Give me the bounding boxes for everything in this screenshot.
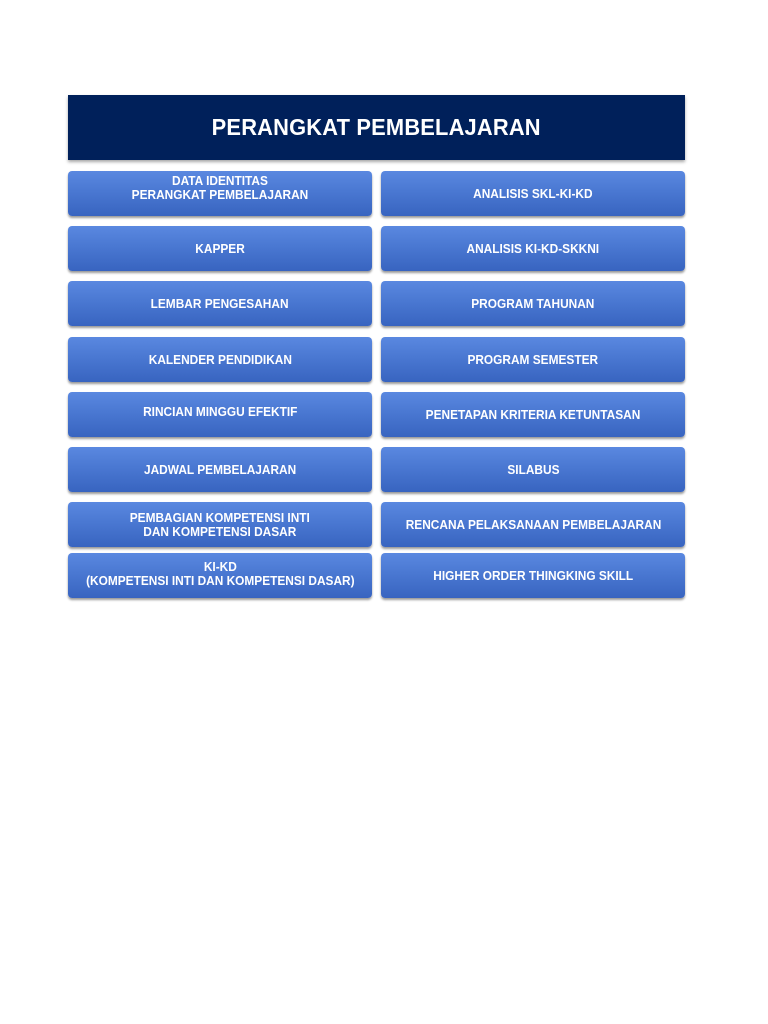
button-pembagian-kompetensi[interactable] — [68, 502, 372, 547]
header-banner — [68, 95, 685, 160]
button-penetapan-kriteria-ketuntasan[interactable] — [381, 392, 685, 437]
button-silabus[interactable] — [381, 447, 685, 492]
button-higher-order-thinking-skill[interactable] — [381, 553, 685, 598]
button-label: RENCANA PELAKSANAAN PEMBELAJARAN — [405, 517, 661, 532]
button-analisis-skl-ki-kd[interactable] — [381, 171, 685, 216]
button-rencana-pelaksanaan-pembelajaran[interactable] — [381, 502, 685, 547]
button-label: PROGRAM SEMESTER — [467, 352, 599, 367]
button-label: DATA IDENTITAS PERANGKAT PEMBELAJARAN — [131, 173, 309, 202]
button-kalender-pendidikan[interactable] — [68, 337, 372, 382]
button-label: SILABUS — [506, 462, 560, 477]
button-label: KAPPER — [195, 241, 245, 256]
button-ki-kd[interactable] — [68, 553, 372, 598]
button-label: HIGHER ORDER THINGKING SKILL — [433, 568, 633, 583]
button-label: PENETAPAN KRITERIA KETUNTASAN — [425, 407, 641, 422]
button-label: ANALISIS KI-KD-SKKNI — [466, 241, 600, 256]
button-label: RINCIAN MINGGU EFEKTIF — [142, 404, 298, 419]
button-program-semester[interactable] — [381, 337, 685, 382]
button-label: ANALISIS SKL-KI-KD — [473, 186, 593, 201]
button-label: PEMBAGIAN KOMPETENSI INTI DAN KOMPETENSI DASAR — [129, 510, 311, 539]
button-label: KALENDER PENDIDIKAN — [148, 352, 292, 367]
button-jadwal-pembelajaran[interactable] — [68, 447, 372, 492]
button-analisis-ki-kd-skkni[interactable] — [381, 226, 685, 271]
button-data-identitas[interactable] — [68, 171, 372, 216]
button-kapper[interactable] — [68, 226, 372, 271]
button-label: PROGRAM TAHUNAN — [471, 296, 595, 311]
button-program-tahunan[interactable] — [381, 281, 685, 326]
button-label: LEMBAR PENGESAHAN — [151, 296, 289, 311]
button-rincian-minggu-efektif[interactable] — [68, 392, 372, 437]
page-title: PERANGKAT PEMBELAJARAN — [211, 114, 542, 140]
button-label: JADWAL PEMBELAJARAN — [143, 462, 297, 477]
button-label: KI-KD (KOMPETENSI INTI DAN KOMPETENSI DASAR) — [85, 560, 355, 588]
button-lembar-pengesahan[interactable] — [68, 281, 372, 326]
